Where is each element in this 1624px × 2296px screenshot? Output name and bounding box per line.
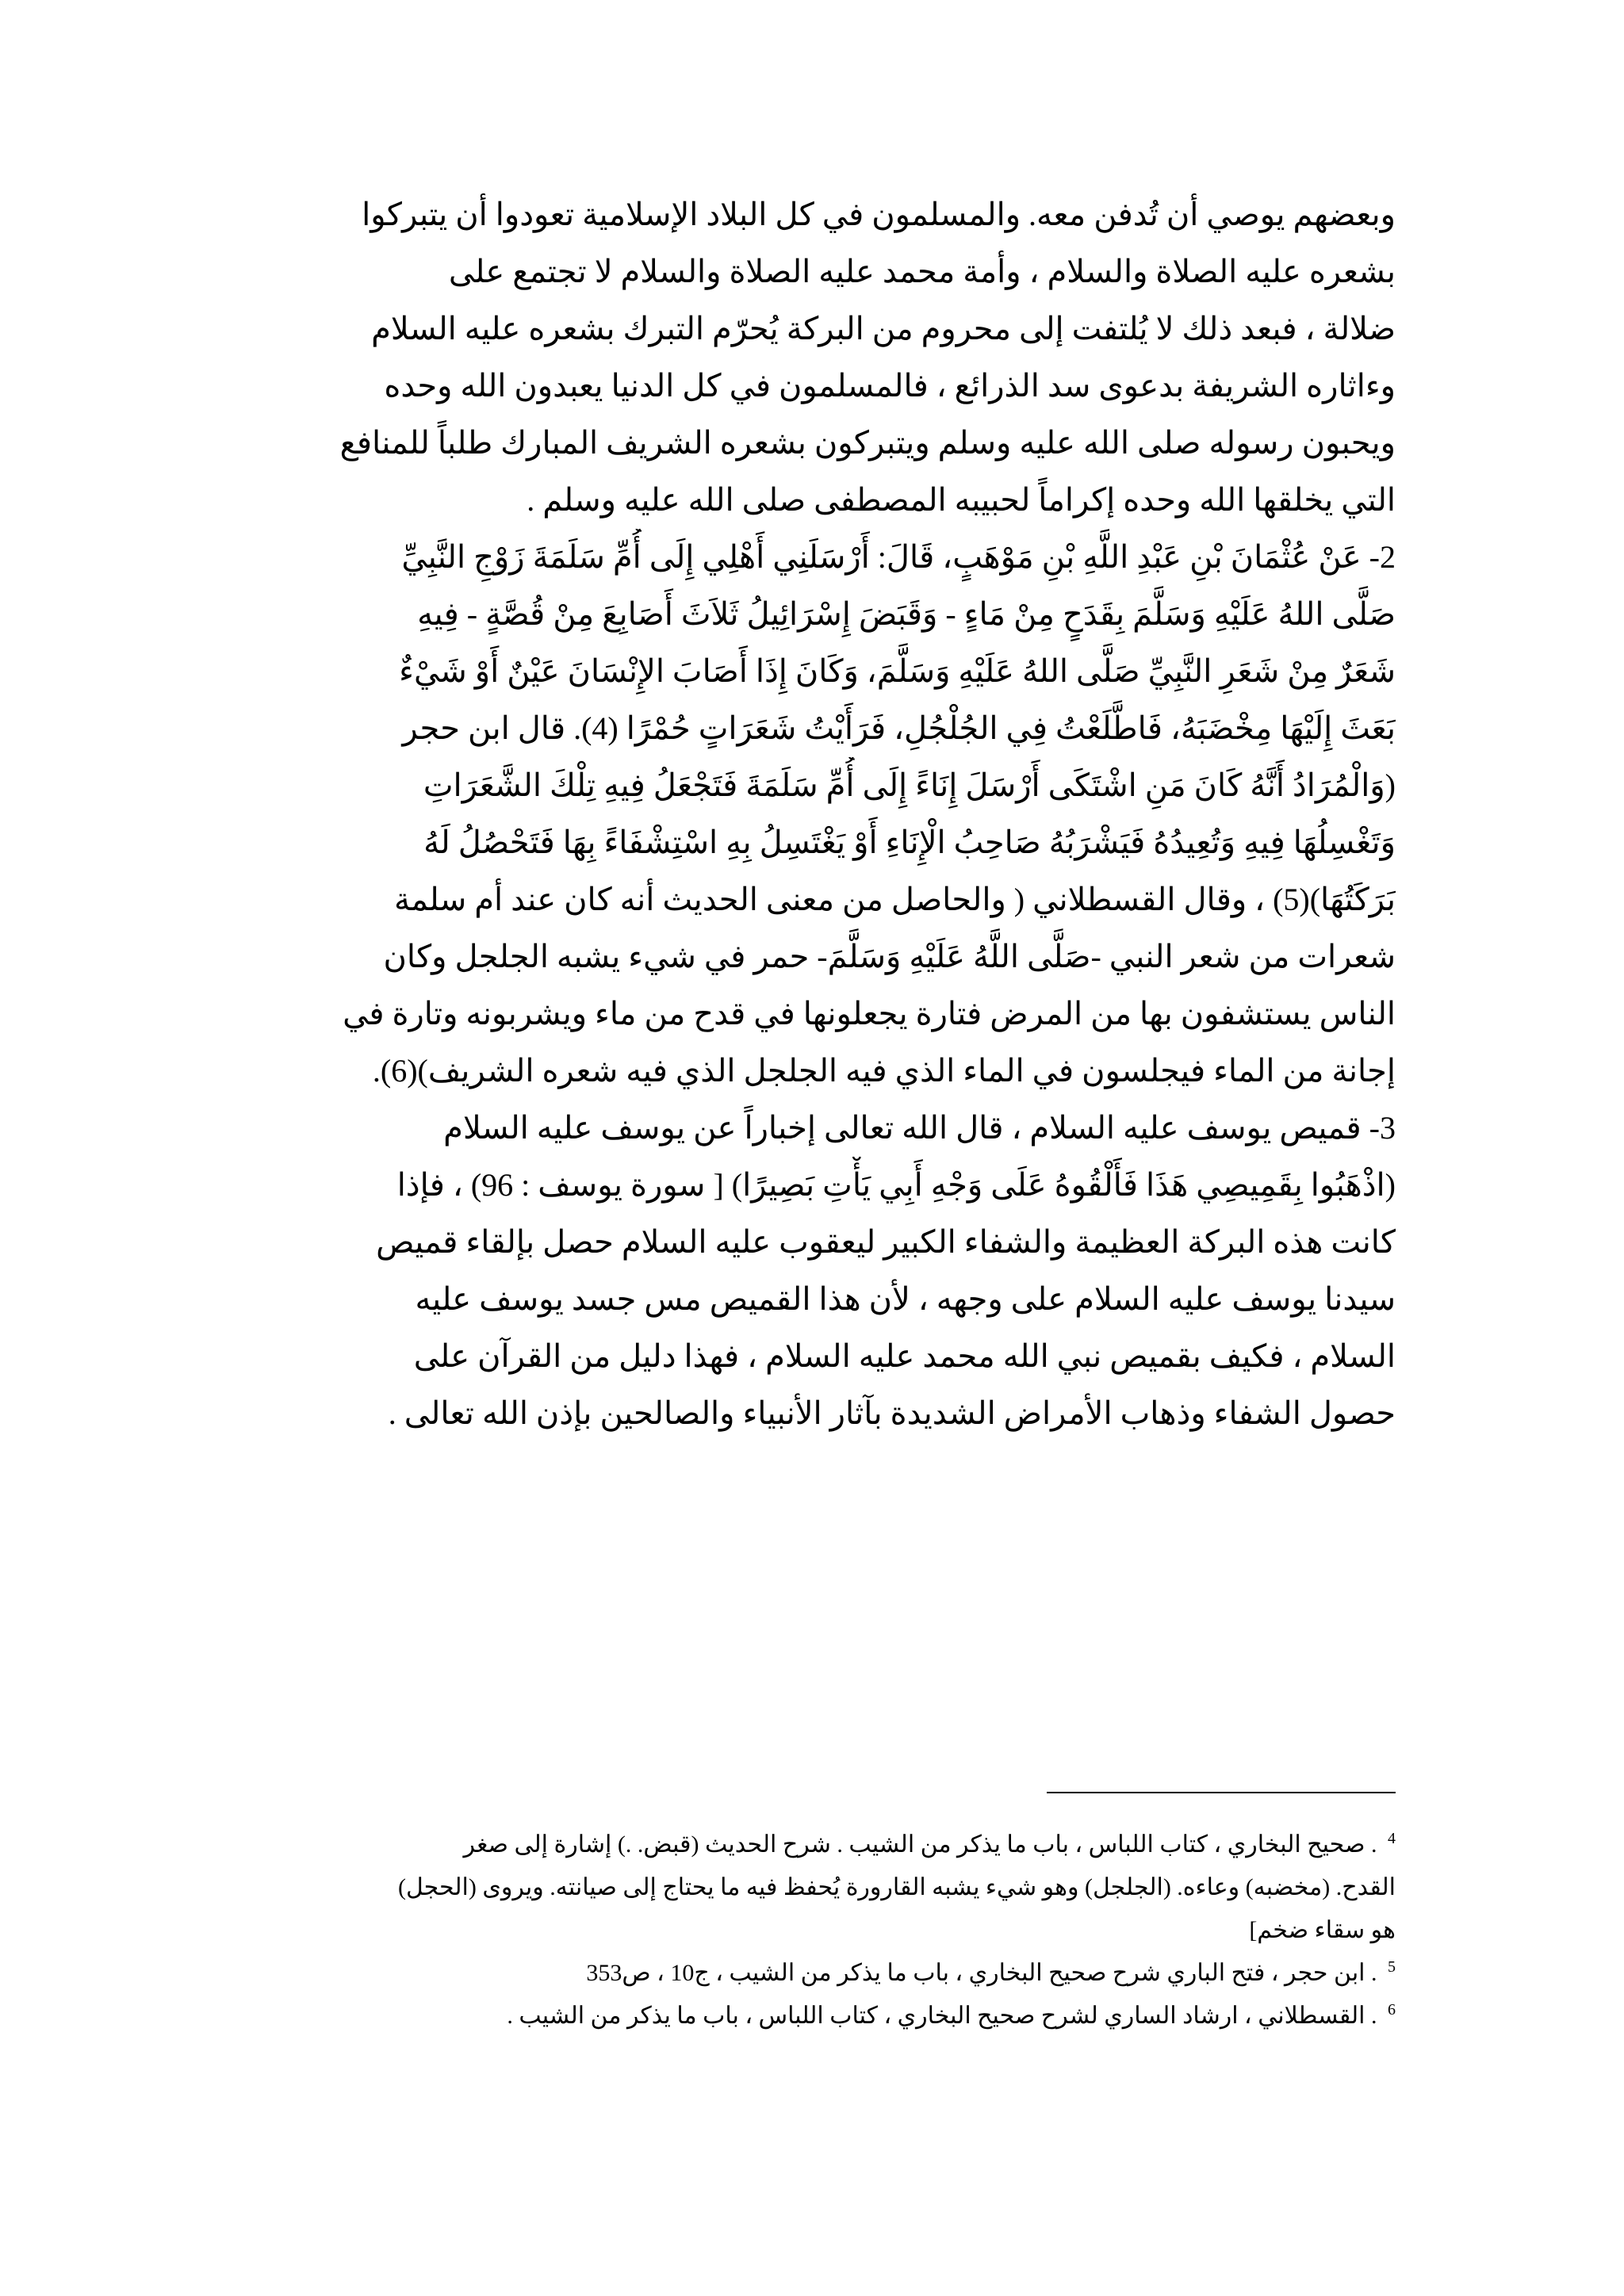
body-line: صَلَّى اللهُ عَلَيْهِ وَسَلَّمَ بِقَدَحٍ مِنْ مَاءٍ - وَقَبَضَ إِسْرَائِيلُ ثَلاَثَ أَصَابِعَ مِنْ قُصَّةٍ - فِيهِ (417, 596, 1396, 632)
footnote-4-continued (313, 1909, 1396, 1952)
footnote-text: . ابن حجر ، فتح الباري شرح صحيح البخاري ، باب ما يذكر من الشيب ، ج10 ، ص353 (586, 1960, 1377, 1986)
body-line: بَرَكَتُهَا)(5) ، وقال القسطلاني ( والحاصل من معنى الحديث أنه كان عند أم سلمة (393, 882, 1396, 917)
footnote-number: 5 (1388, 1958, 1396, 1976)
body-line: إجانة من الماء فيجلسون في الماء الذي فيه الجلجل الذي فيه شعره الشريف)(6). (372, 1053, 1396, 1089)
footnote-separator (1047, 1792, 1396, 1793)
body-line: ضلالة ، فبعد ذلك لا يُلتفت إلى محروم من البركة يُحرّم التبرك بشعره عليه السلام (371, 311, 1396, 346)
body-line: شَعَرٌ مِنْ شَعَرِ النَّبِيِّ صَلَّى اللهُ عَلَيْهِ وَسَلَّمَ، وَكَانَ إِذَا أَصَابَ الإِنْسَانَ عَيْنٌ أَوْ شَيْءٌ (399, 653, 1396, 689)
body-line: (اذْهَبُوا بِقَمِيصِي هَذَا فَأَلْقُوهُ عَلَى وَجْهِ أَبِي يَأْتِ بَصِيرًا) [ سورة يوسف : 96) ، فإذا (396, 1167, 1396, 1203)
body-line: حصول الشفاء وذهاب الأمراض الشديدة بآثار الأنبياء والصالحين بإذن الله تعالى . (388, 1395, 1396, 1431)
footnote-text: . القسطلاني ، ارشاد الساري لشرح صحيح البخاري ، كتاب اللباس ، باب ما يذكر من الشيب . (507, 2003, 1377, 2029)
body-line: كانت هذه البركة العظيمة والشفاء الكبير ليعقوب عليه السلام حصل بإلقاء قميص (376, 1224, 1396, 1260)
footnote-4-continued (313, 1866, 1396, 1909)
footnote-text: . صحيح البخاري ، كتاب اللباس ، باب ما يذكر من الشيب . شرح الحديث (قبض. .) إشارة إلى صغر (463, 1831, 1377, 1858)
body-text (282, 186, 1396, 1442)
footnote-number: 6 (1388, 2001, 1396, 2019)
footnotes (313, 1823, 1396, 2038)
body-line: 3- قميص يوسف عليه السلام ، قال الله تعالى إخباراً عن يوسف عليه السلام (443, 1110, 1396, 1146)
body-line: وَتَغْسِلُهَا فِيهِ وَتُعِيدُهُ فَيَشْرَبُهُ صَاحِبُ الْإِنَاءِ أَوْ يَغْتَسِلُ بِهِ اسْتِشْفَاءً بِهَا فَتَحْصُلُ لَهُ (423, 825, 1396, 860)
footnote-text: هو سقاء ضخم] (1249, 1917, 1396, 1943)
footnote-4 (313, 1823, 1396, 1866)
body-line: السلام ، فكيف بقميص نبي الله محمد عليه السلام ، فهذا دليل من القرآن على (413, 1338, 1396, 1374)
body-line: التي يخلقها الله وحده إكراماً لحبيبه المصطفى صلى الله عليه وسلم . (527, 482, 1396, 518)
body-line: 2- عَنْ عُثْمَانَ بْنِ عَبْدِ اللَّهِ بْنِ مَوْهَبٍ، قَالَ: أَرْسَلَنِي أَهْلِي إِلَى أُمِّ سَلَمَةَ زَوْجِ النَّبِيِّ (401, 539, 1396, 575)
body-line: الناس يستشفون بها من المرض فتارة يجعلونها في قدح من ماء ويشربونه وتارة في (343, 996, 1396, 1031)
footnote-6 (313, 1995, 1396, 2038)
body-line: شعرات من شعر النبي -صَلَّى اللَّهُ عَلَيْهِ وَسَلَّمَ- حمر في شيء يشبه الجلجل وكان (383, 939, 1396, 974)
body-line: بَعَثَ إِلَيْهَا مِخْضَبَهُ، فَاطَّلَعْتُ فِي الجُلْجُلِ، فَرَأَيْتُ شَعَرَاتٍ حُمْرًا (4). قال ابن حجر (402, 710, 1396, 746)
body-line: وءاثاره الشريفة بدعوى سد الذرائع ، فالمسلمون في كل الدنيا يعبدون الله وحده (384, 368, 1396, 404)
footnote-5 (313, 1952, 1396, 1995)
body-line: بشعره عليه الصلاة والسلام ، وأمة محمد عليه الصلاة والسلام لا تجتمع على (448, 254, 1396, 289)
body-line: (وَالْمُرَادُ أَنَّهُ كَانَ مَنِ اشْتَكَى أَرْسَلَ إِنَاءً إِلَى أُمِّ سَلَمَةَ فَتَجْعَلُ فِيهِ تِلْكَ الشَّعَرَاتِ (423, 767, 1396, 803)
body-line: سيدنا يوسف عليه السلام على وجهه ، لأن هذا القميص مس جسد يوسف عليه (415, 1281, 1396, 1317)
body-line: وبعضهم يوصي أن تُدفن معه. والمسلمون في كل البلاد الإسلامية تعودوا أن يتبركوا (362, 197, 1396, 232)
footnote-text: القدح. (مخضبه) وعاءه. (الجلجل) وهو شيء يشبه القارورة يُحفظ فيه ما يحتاج إلى صيانته. ويروى (الحجل) (397, 1874, 1396, 1900)
footnote-number: 4 (1388, 1830, 1396, 1847)
body-line: ويحبون رسوله صلى الله عليه وسلم ويتبركون بشعره الشريف المبارك طلباً للمنافع (339, 425, 1396, 461)
